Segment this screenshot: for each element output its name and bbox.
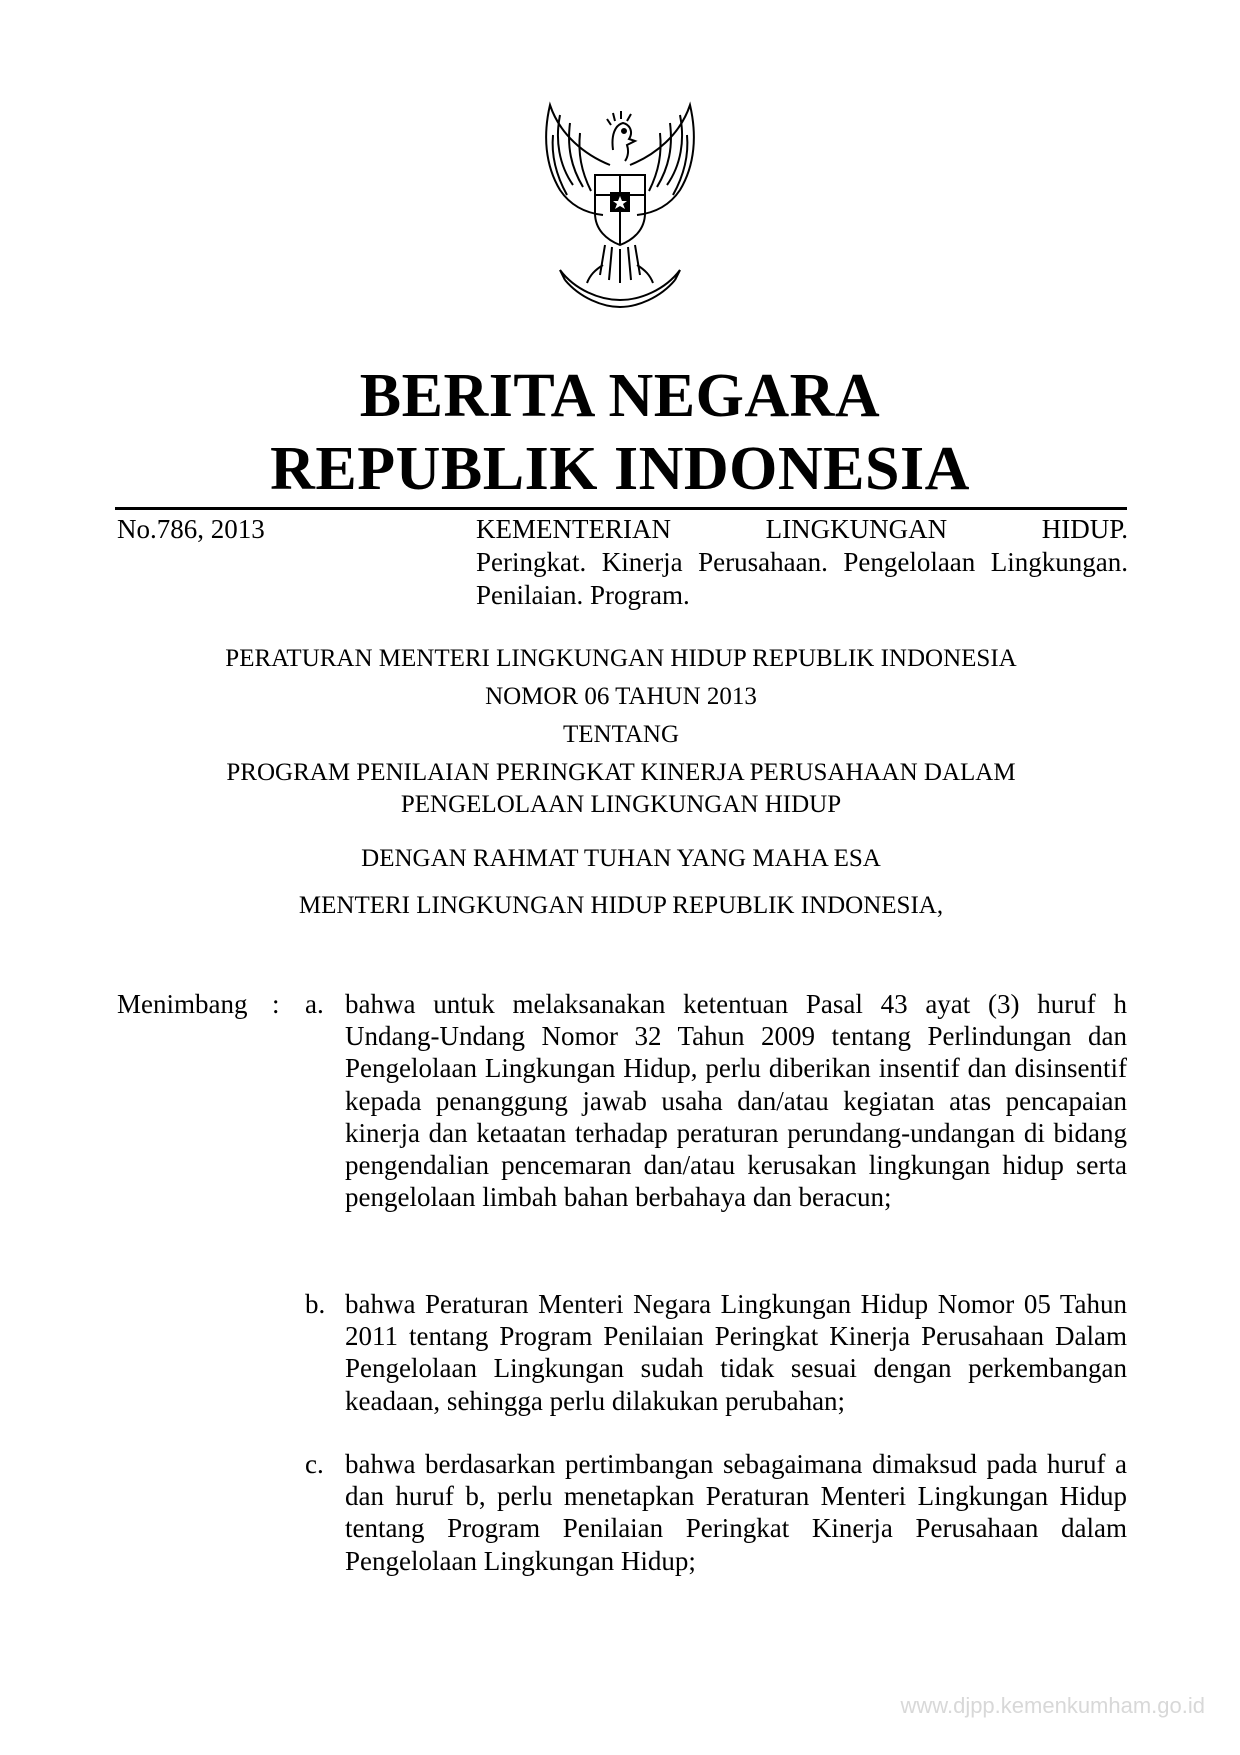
regulation-subject-line1: PROGRAM PENILAIAN PERINGKAT KINERJA PERUSAHAAN DALAM bbox=[226, 759, 1016, 786]
menimbang-colon: : bbox=[272, 989, 280, 1019]
preamble-blessing: DENGAN RAHMAT TUHAN YANG MAHA ESA bbox=[361, 845, 881, 872]
watermark: www.djpp.kemenkumham.go.id bbox=[900, 1693, 1205, 1718]
menimbang-item-c: bahwa berdasarkan pertimbangan sebagaimana dimaksud pada huruf a dan huruf b, perlu menetapkan Peraturan Menteri Lingkungan Hidup tentang Program Penilaian Peringkat Kinerja Perusahaan dalam Pengelolaan Lingkungan Hidup; bbox=[345, 1449, 1127, 1576]
menimbang-label: Menimbang bbox=[117, 989, 248, 1019]
subject-word: HIDUP. bbox=[1041, 514, 1128, 544]
item-letter: a. bbox=[305, 989, 324, 1019]
masthead-rule bbox=[115, 507, 1127, 510]
preamble-minister: MENTERI LINGKUNGAN HIDUP REPUBLIK INDONESIA, bbox=[298, 892, 944, 919]
regulation-title-line1: PERATURAN MENTERI LINGKUNGAN HIDUP REPUBLIK INDONESIA bbox=[225, 645, 1017, 672]
masthead-title-line1: BERITA NEGARA bbox=[359, 362, 881, 430]
subject-word: KEMENTERIAN bbox=[476, 514, 671, 544]
subject-rest: Peringkat. Kinerja Perusahaan. Pengelolaan Lingkungan. Penilaian. Program. bbox=[476, 547, 1128, 610]
menimbang-item-a: bahwa untuk melaksanakan ketentuan Pasal 43 ayat (3) huruf h Undang-Undang Nomor 32 Tahun 2009 tentang Perlindungan dan Pengelolaan Lingkungan Hidup, perlu diberikan insentif dan disinsentif kepada penanggung jawab usaha dan/atau kegiatan atas pencapaian kinerja dan ketaatan terhadap peraturan perundang-undangan di bidang pengendalian pencemaran dan/atau kerusakan lingkungan hidup serta pengelolaan limbah bahan berbahaya dan beracun; bbox=[345, 989, 1127, 1213]
subject-line1 bbox=[476, 513, 1128, 546]
gazette-number: No.786, 2013 bbox=[117, 514, 265, 544]
regulation-number: NOMOR 06 TAHUN 2013 bbox=[485, 683, 757, 710]
masthead-title-line2: REPUBLIK INDONESIA bbox=[270, 435, 970, 503]
gazette-subject bbox=[476, 513, 1128, 612]
item-letter: c. bbox=[305, 1449, 324, 1479]
item-letter: b. bbox=[305, 1289, 326, 1319]
garuda-emblem-icon bbox=[515, 95, 725, 310]
menimbang-item-b: bahwa Peraturan Menteri Negara Lingkungan Hidup Nomor 05 Tahun 2011 tentang Program Penilaian Peringkat Kinerja Perusahaan Dalam Pengelolaan Lingkungan sudah tidak sesuai dengan perkembangan keadaan, sehingga perlu dilakukan perubahan; bbox=[345, 1289, 1127, 1416]
regulation-subject-line2: PENGELOLAAN LINGKUNGAN HIDUP bbox=[400, 791, 842, 818]
subject-word: LINGKUNGAN bbox=[765, 514, 948, 544]
regulation-tentang: TENTANG bbox=[562, 721, 680, 748]
